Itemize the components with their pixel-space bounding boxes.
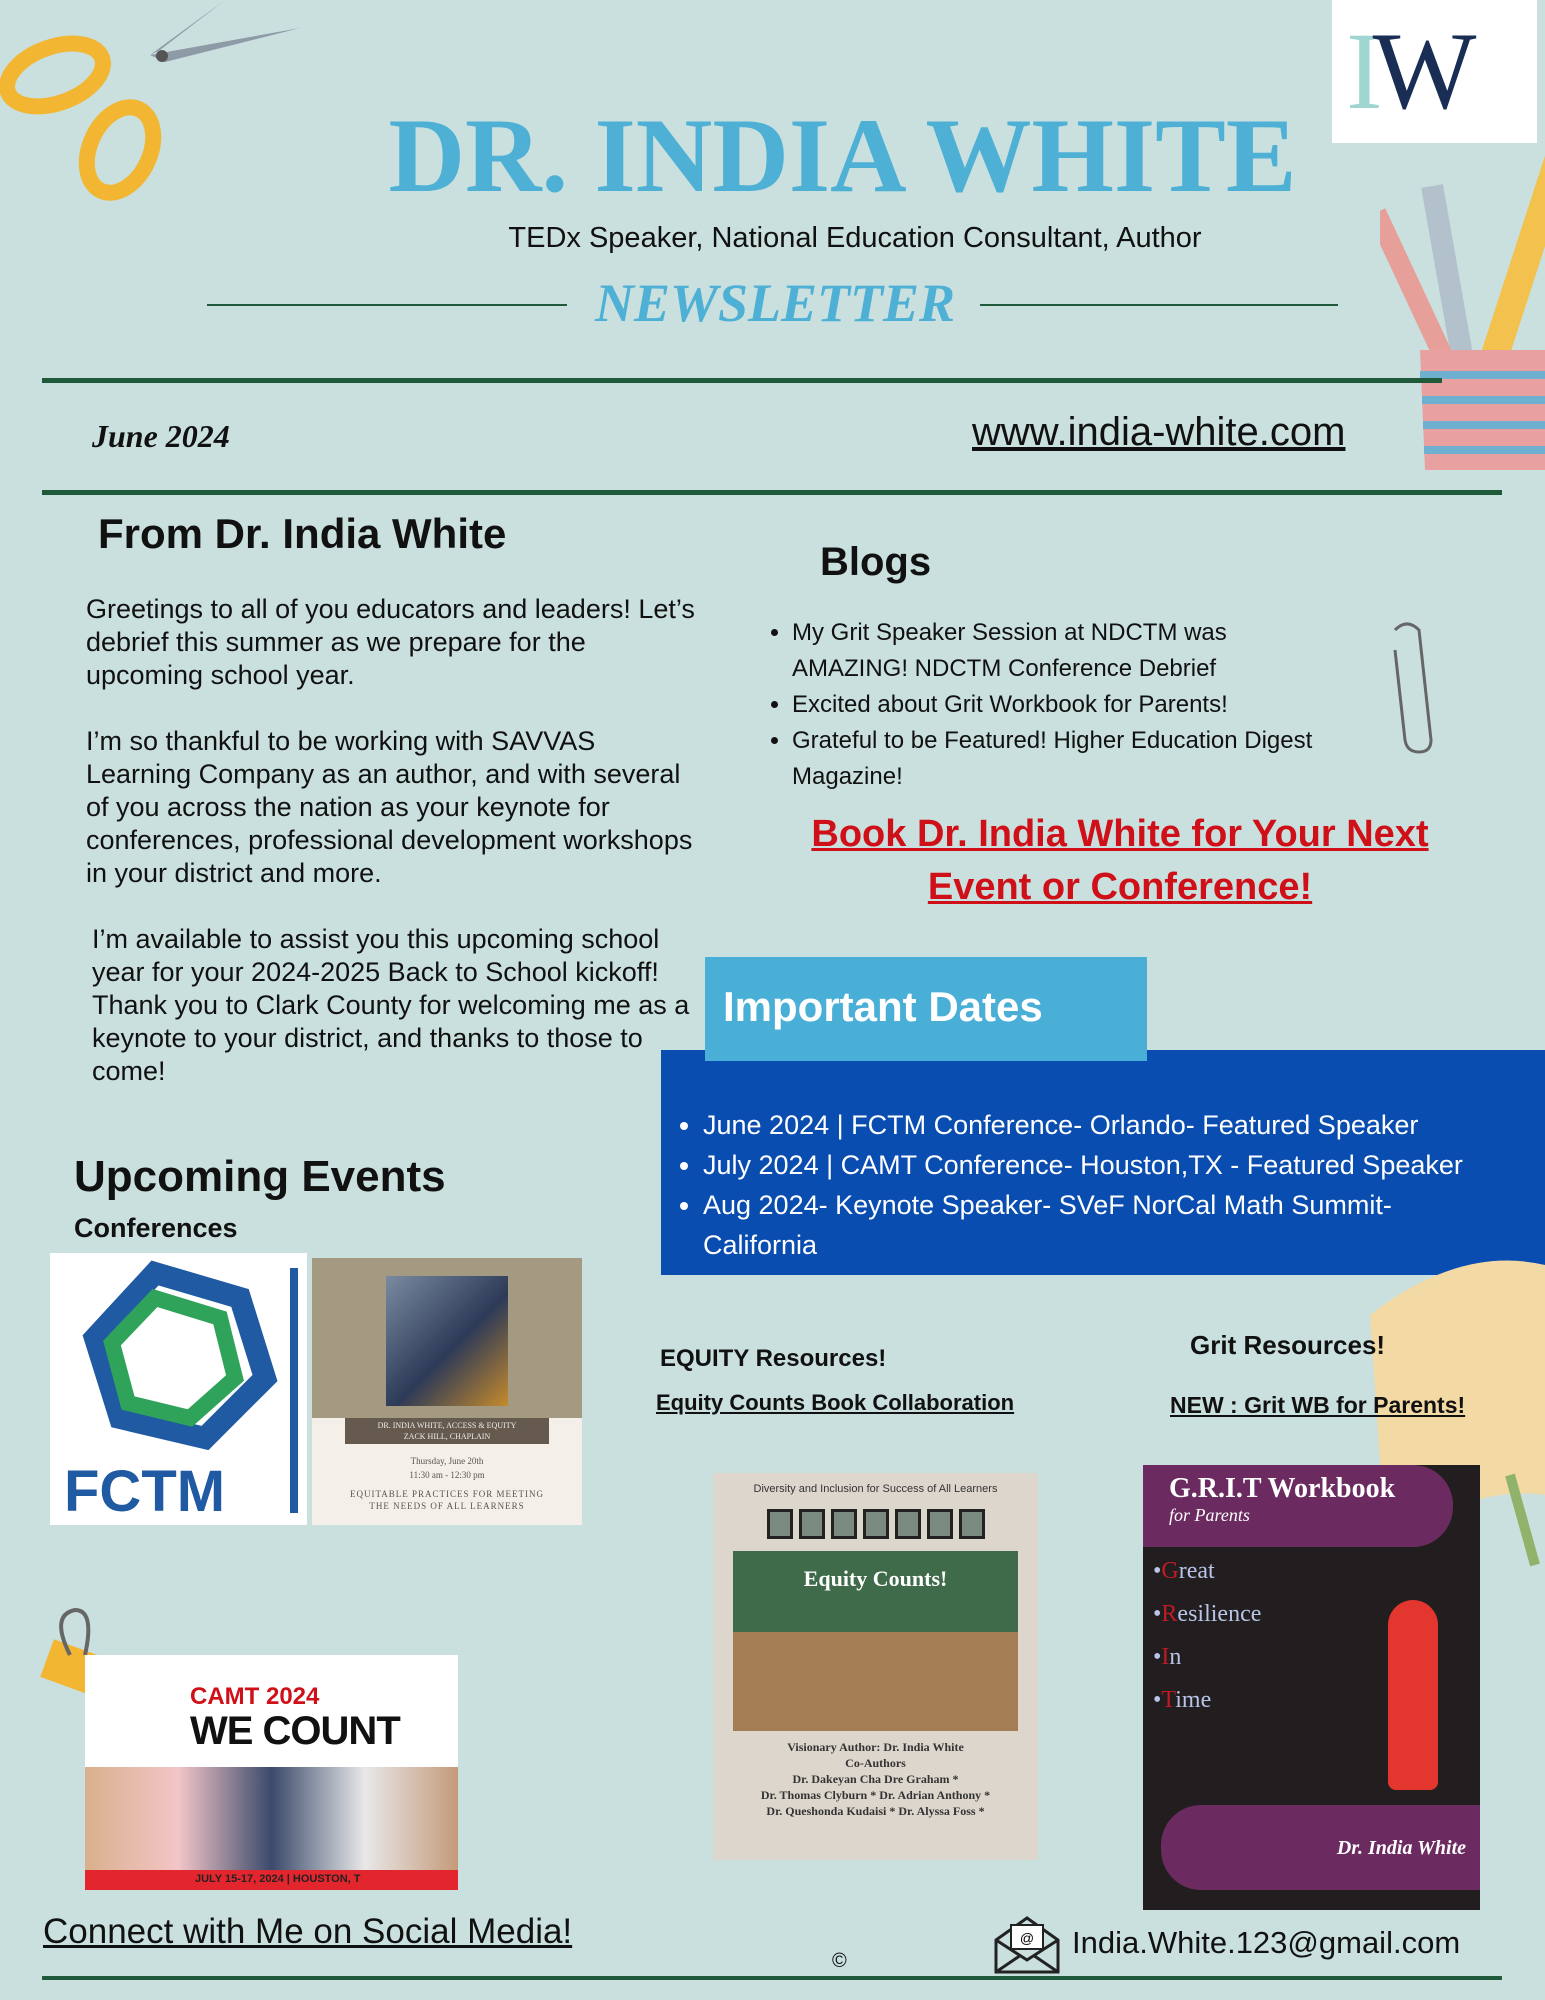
intro-paragraph: I’m so thankful to be working with SAVVAS Learning Company as an author, and with several of you across the nation as your keynote for conferences, professional development workshops in your district and more. <box>86 726 693 888</box>
book-cta-line: Event or Conference! <box>927 866 1313 908</box>
page-title: DR. INDIA WHITE <box>388 97 1297 214</box>
divider <box>42 378 1442 383</box>
important-dates-panel <box>661 1050 1545 1275</box>
date-item: • July 2024 | CAMT Conference- Houston,TX - Featured Speaker <box>703 1145 1545 1185</box>
equity-heading: EQUITY Resources! <box>660 1345 887 1372</box>
camt-slogan: WE COUNT <box>190 1709 400 1753</box>
newsletter-heading: NEWSLETTER <box>594 273 956 333</box>
flyer-datetime: Thursday, June 20th 11:30 am - 12:30 pm <box>409 1456 485 1480</box>
pencil-cup-icon <box>1380 145 1545 475</box>
blog-link[interactable]: Excited about Grit Workbook for Parents! <box>792 691 1228 718</box>
blogs-heading: Blogs <box>820 540 932 584</box>
email-link[interactable]: India.White.123@gmail.com <box>1072 1925 1461 1960</box>
grit-book-header: G.R.I.T Workbook for Parents <box>1143 1465 1453 1547</box>
issue-date: June 2024 <box>92 418 230 454</box>
copyright: © <box>832 1950 847 1972</box>
book-speaker-link[interactable] <box>700 808 1540 914</box>
book-subtitle: Diversity and Inclusion for Success of All Learners <box>753 1483 998 1495</box>
website-link[interactable]: www.india-white.com <box>972 410 1346 454</box>
grit-book-cover[interactable] <box>1143 1465 1480 1910</box>
paperclip-icon <box>1375 620 1435 755</box>
flyer-topic: EQUITABLE PRACTICES FOR MEETING THE NEEDS OF ALL LEARNERS <box>349 1489 545 1511</box>
classroom-photo <box>733 1551 1018 1731</box>
flyer-band: DR. INDIA WHITE, ACCESS & EQUITY ZACK HILL, CHAPLAIN <box>345 1418 549 1444</box>
grit-link[interactable]: NEW : Grit WB for Parents! <box>1170 1392 1466 1418</box>
important-dates-heading: Important Dates <box>705 957 1147 1061</box>
event-flyer <box>312 1258 582 1525</box>
email-icon <box>993 1915 1061 1975</box>
intro-body <box>86 593 696 1121</box>
blog-item <box>792 615 1320 687</box>
author-photos <box>713 1509 1038 1539</box>
subtitle: TEDx Speaker, National Education Consultant, Author <box>508 222 1202 254</box>
equity-link[interactable]: Equity Counts Book Collaboration <box>656 1390 1015 1415</box>
date-item: • Aug 2024- Keynote Speaker- SVeF NorCal Math Summit- California <box>703 1185 1483 1265</box>
camt-banner <box>85 1655 458 1890</box>
grit-heading: Grit Resources! <box>1190 1330 1386 1360</box>
fctm-logo-text: FCTM <box>64 1459 226 1524</box>
iw-logo: IW <box>1332 0 1537 143</box>
upcoming-events-heading: Upcoming Events <box>74 1152 446 1201</box>
blog-suffix: Magazine! <box>792 763 903 790</box>
scissors-icon <box>0 0 310 215</box>
equity-book-cover[interactable] <box>713 1473 1038 1860</box>
divider <box>42 1976 1502 1980</box>
intro-heading: From Dr. India White <box>98 510 507 557</box>
svg-text:@: @ <box>1019 1930 1035 1946</box>
date-item: • June 2024 | FCTM Conference- Orlando- Featured Speaker <box>703 1105 1545 1145</box>
camt-strip: JULY 15-17, 2024 | HOUSTON, T <box>85 1870 458 1890</box>
book-cta-line: Book Dr. India White for Your Next <box>811 813 1429 855</box>
divider <box>42 490 1502 495</box>
camt-photo <box>85 1767 458 1872</box>
book-authors: Visionary Author: Dr. India White Co-Authors Dr. Dakeyan Cha Dre Graham * Dr. Thomas Clyburn * Dr. Adrian Anthony * Dr. Queshonda Kudaisi * Dr. Alyssa Foss * <box>760 1740 991 1818</box>
intro-paragraph: Greetings to all of you educators and leaders! Let’s debrief this summer as we prepare for the upcoming school year. <box>86 594 695 690</box>
event-photo <box>386 1276 508 1406</box>
book-title: Equity Counts! <box>803 1566 948 1591</box>
speaker-figure <box>1388 1600 1438 1790</box>
blog-list <box>760 615 1320 795</box>
intro-paragraph: I’m available to assist you this upcoming school year for your 2024-2025 Back to School kickoff! Thank you to Clark County for welcoming me as a keynote to your district, and thanks to those to come! <box>92 924 690 1086</box>
blog-item <box>792 723 1320 795</box>
blog-item <box>792 687 1320 723</box>
conferences-subheading: Conferences <box>74 1213 238 1243</box>
grit-book-author: Dr. India White <box>1161 1805 1480 1890</box>
social-media-link[interactable]: Connect with Me on Social Media! <box>43 1912 573 1951</box>
blog-link[interactable]: My Grit Speaker Session at NDCTM was AMAZING! NDCTM Conference Debrief <box>792 619 1227 682</box>
grit-acronym: •Great •Resilience •In •Time <box>1153 1558 1262 1713</box>
blog-link[interactable]: Grateful to be Featured! Higher Education Digest <box>792 727 1313 754</box>
fctm-logo <box>50 1253 307 1525</box>
divider <box>207 304 567 306</box>
divider <box>980 304 1338 306</box>
camt-title: CAMT 2024 <box>190 1683 320 1710</box>
